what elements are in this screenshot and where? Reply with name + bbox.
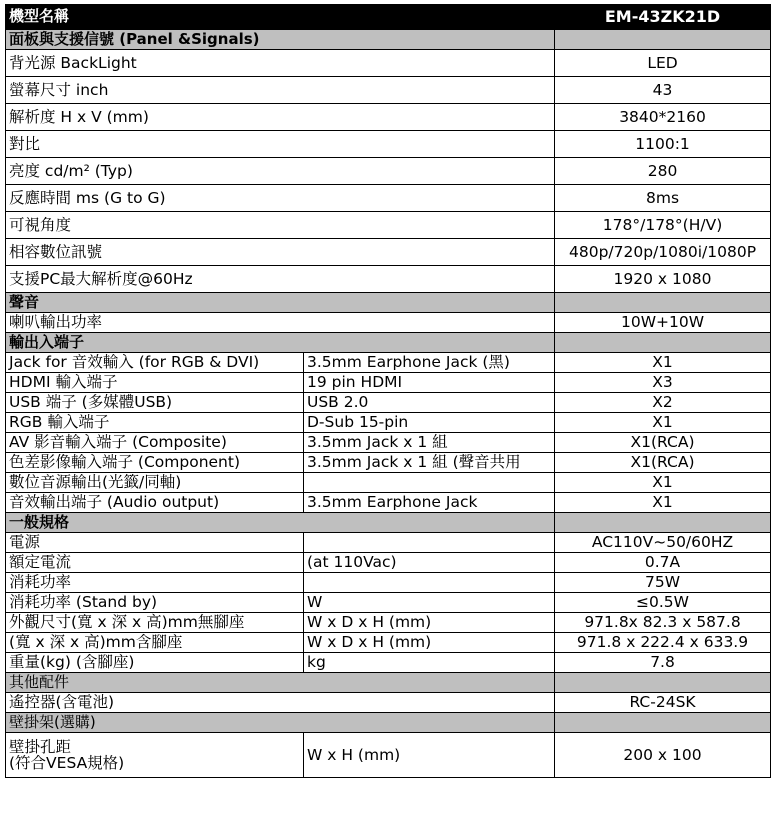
row-value: X1(RCA) [555,453,771,473]
row-label: 背光源 BackLight [6,50,555,77]
row-value: 1920 x 1080 [555,266,771,293]
row-value: X1 [555,473,771,493]
row-value: 10W+10W [555,313,771,333]
row-label: 額定電流 [6,553,304,573]
row-spec: W x H (mm) [304,733,555,778]
row-label: 螢幕尺寸 inch [6,77,555,104]
row-value: 971.8x 82.3 x 587.8 [555,613,771,633]
row-label: 消耗功率 [6,573,304,593]
wallmount-label-line2: (符合VESA規格) [9,754,125,772]
row-value: 1100:1 [555,131,771,158]
row-spec [304,533,555,553]
row-label: 數位音源輸出(光籤/同軸) [6,473,304,493]
header-label: 機型名稱 [6,5,555,30]
row-spec [304,473,555,493]
table-row [6,413,771,433]
table-row [6,573,771,593]
table-row [6,131,771,158]
section-wallmount [6,713,771,733]
table-row [6,653,771,673]
table-row [6,473,771,493]
row-value: 75W [555,573,771,593]
table-row [6,158,771,185]
table-row [6,493,771,513]
section-audio [6,293,771,313]
row-label: RGB 輸入端子 [6,413,304,433]
table-row [6,266,771,293]
section-accessories [6,673,771,693]
section-title: 輸出入端子 [6,333,555,353]
row-spec: 3.5mm Earphone Jack [304,493,555,513]
row-label: (寬 x 深 x 高)mm含腳座 [6,633,304,653]
table-row [6,433,771,453]
table-row [6,104,771,131]
header-row [6,5,771,30]
row-label: 對比 [6,131,555,158]
row-spec: W x D x H (mm) [304,613,555,633]
table-row [6,239,771,266]
table-row [6,733,771,778]
row-label: 遙控器(含電池) [6,693,555,713]
row-spec: 19 pin HDMI [304,373,555,393]
row-label: 電源 [6,533,304,553]
row-label: 音效輸出端子 (Audio output) [6,493,304,513]
spec-table [5,4,771,778]
row-spec: (at 110Vac) [304,553,555,573]
row-spec: W [304,593,555,613]
row-label: Jack for 音效輸入 (for RGB & DVI) [6,353,304,373]
section-title: 其他配件 [6,673,555,693]
row-spec: 3.5mm Jack x 1 組 (聲音共用 [304,453,555,473]
table-row [6,313,771,333]
wallmount-label-line1: 壁掛孔距 [9,737,72,756]
row-value: 971.8 x 222.4 x 633.9 [555,633,771,653]
table-row [6,553,771,573]
row-label: 外觀尺寸(寬 x 深 x 高)mm無腳座 [6,613,304,633]
row-value: 480p/720p/1080i/1080P [555,239,771,266]
row-label [6,733,304,778]
row-value: 43 [555,77,771,104]
section-title: 一般規格 [6,513,555,533]
section-title: 面板與支援信號 (Panel &Signals) [6,30,555,50]
row-value: 178°/178°(H/V) [555,212,771,239]
row-spec: kg [304,653,555,673]
row-spec: D-Sub 15-pin [304,413,555,433]
section-general [6,513,771,533]
row-value: LED [555,50,771,77]
row-spec: 3.5mm Earphone Jack (黑) [304,353,555,373]
row-spec: W x D x H (mm) [304,633,555,653]
table-row [6,533,771,553]
row-spec [304,573,555,593]
row-label: 反應時間 ms (G to G) [6,185,555,212]
row-label: AV 影音輸入端子 (Composite) [6,433,304,453]
row-value: X1 [555,413,771,433]
row-value: AC110V~50/60HZ [555,533,771,553]
section-panel [6,30,771,50]
model-name: EM-43ZK21D [555,5,771,30]
row-label: 解析度 H x V (mm) [6,104,555,131]
row-label: 消耗功率 (Stand by) [6,593,304,613]
row-value: 7.8 [555,653,771,673]
row-value: X1(RCA) [555,433,771,453]
row-label: HDMI 輸入端子 [6,373,304,393]
row-spec: 3.5mm Jack x 1 組 [304,433,555,453]
table-row [6,633,771,653]
section-io [6,333,771,353]
table-row [6,613,771,633]
row-value: X3 [555,373,771,393]
row-spec: USB 2.0 [304,393,555,413]
row-label: 重量(kg) (含腳座) [6,653,304,673]
row-label: 支援PC最大解析度@60Hz [6,266,555,293]
row-value: 0.7A [555,553,771,573]
table-row [6,393,771,413]
table-row [6,453,771,473]
row-value: 280 [555,158,771,185]
row-value: ≤0.5W [555,593,771,613]
row-value: 200 x 100 [555,733,771,778]
row-value: X1 [555,493,771,513]
section-title: 壁掛架(選購) [6,713,555,733]
row-value: X1 [555,353,771,373]
row-label: 可視角度 [6,212,555,239]
row-label: 色差影像輸入端子 (Component) [6,453,304,473]
row-label: 喇叭輸出功率 [6,313,555,333]
table-row [6,353,771,373]
table-row [6,212,771,239]
row-value: 8ms [555,185,771,212]
row-value: X2 [555,393,771,413]
row-value: 3840*2160 [555,104,771,131]
table-row [6,185,771,212]
section-title: 聲音 [6,293,555,313]
table-row [6,693,771,713]
row-label: 相容數位訊號 [6,239,555,266]
table-row [6,77,771,104]
table-row [6,373,771,393]
row-label: USB 端子 (多媒體USB) [6,393,304,413]
table-row [6,50,771,77]
table-row [6,593,771,613]
row-label: 亮度 cd/m² (Typ) [6,158,555,185]
row-value: RC-24SK [555,693,771,713]
